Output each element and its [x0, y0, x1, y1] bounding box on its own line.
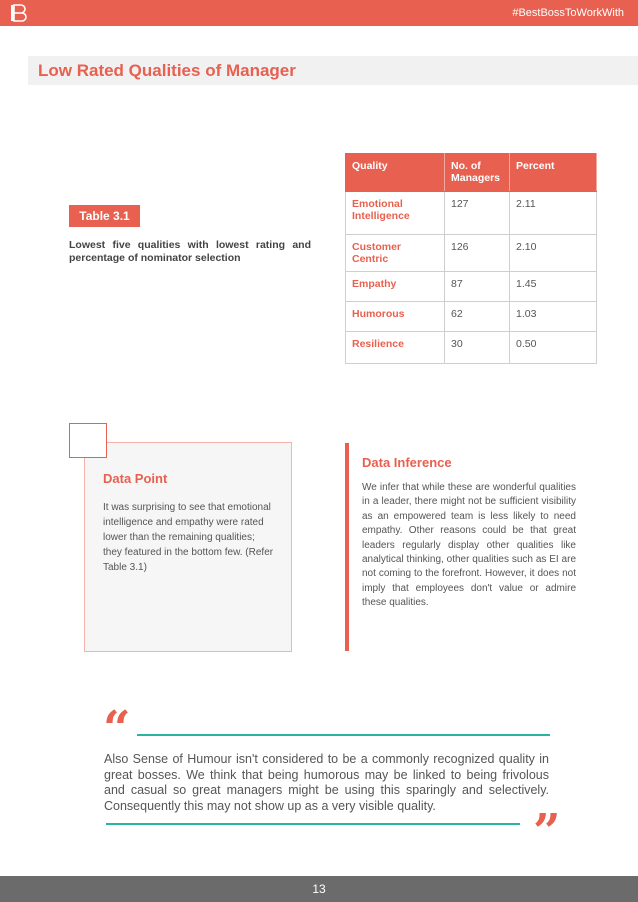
quality-cell: Resilience	[346, 332, 445, 364]
data-inference-text: We infer that while these are wonderful qualities in a leader, there might not be sufficient visibility as an empowered team is less likely to need empathy. Other reasons could be that great leaders regularly display other qualities like analytical thinking, other qualities such as EI are not coming to the forefront. However, it does not imply that employees don't value or admire these qualities.	[362, 482, 576, 609]
footer-bar	[0, 876, 638, 902]
percent-cell: 2.10	[510, 235, 597, 272]
percent-cell: 2.11	[510, 192, 597, 235]
data-inference-title: Data Inference	[362, 455, 452, 470]
column-header-quality: Quality	[346, 154, 445, 192]
managers-cell: 62	[445, 302, 510, 332]
managers-cell: 30	[445, 332, 510, 364]
percent-cell: 0.50	[510, 332, 597, 364]
data-point-title: Data Point	[103, 471, 168, 486]
table-badge: Table 3.1	[69, 205, 140, 227]
header-bar	[0, 0, 638, 26]
table-row	[346, 192, 597, 235]
percent-cell: 1.45	[510, 272, 597, 302]
best-boss-logo-icon	[9, 3, 33, 23]
table-caption: Lowest five qualities with lowest rating and percentage of nominator selection	[69, 239, 311, 264]
data-point-corner-square	[69, 423, 107, 458]
open-quote-icon: “	[103, 701, 131, 757]
table-row	[346, 302, 597, 332]
column-header-managers: No. of Managers	[445, 154, 510, 192]
qualities-table	[345, 153, 597, 364]
quote-divider-top	[137, 734, 550, 736]
page-number: 13	[312, 882, 326, 896]
quality-cell: Empathy	[346, 272, 445, 302]
quality-cell: Emotional Intelligence	[346, 192, 445, 235]
page-title: Low Rated Qualities of Manager	[38, 61, 296, 80]
managers-cell: 127	[445, 192, 510, 235]
quote-divider-bottom	[106, 823, 520, 825]
percent-cell: 1.03	[510, 302, 597, 332]
quality-cell: Humorous	[346, 302, 445, 332]
data-inference-accent-bar	[345, 443, 349, 651]
table-row	[346, 272, 597, 302]
table-row	[346, 332, 597, 364]
managers-cell: 126	[445, 235, 510, 272]
table-header-row	[346, 154, 597, 192]
hashtag-text: #BestBossToWorkWith	[512, 7, 624, 19]
quality-cell: Customer Centric	[346, 235, 445, 272]
quote-text: Also Sense of Humour isn't considered to be a commonly recognized quality in great bosses. We think that being humorous may be linked to being frivolous and casual so great managers might be using this sparingly and selectively. Consequently this may not show up as a very visible quality.	[104, 752, 549, 813]
table-row	[346, 235, 597, 272]
close-quote-icon: ”	[533, 804, 561, 860]
column-header-percent: Percent	[510, 154, 597, 192]
data-point-text: It was surprising to see that emotional intelligence and empathy were rated lower than the remaining qualities; they featured in the bottom few. (Refer Table 3.1)	[103, 502, 274, 573]
managers-cell: 87	[445, 272, 510, 302]
title-bar	[28, 56, 638, 85]
